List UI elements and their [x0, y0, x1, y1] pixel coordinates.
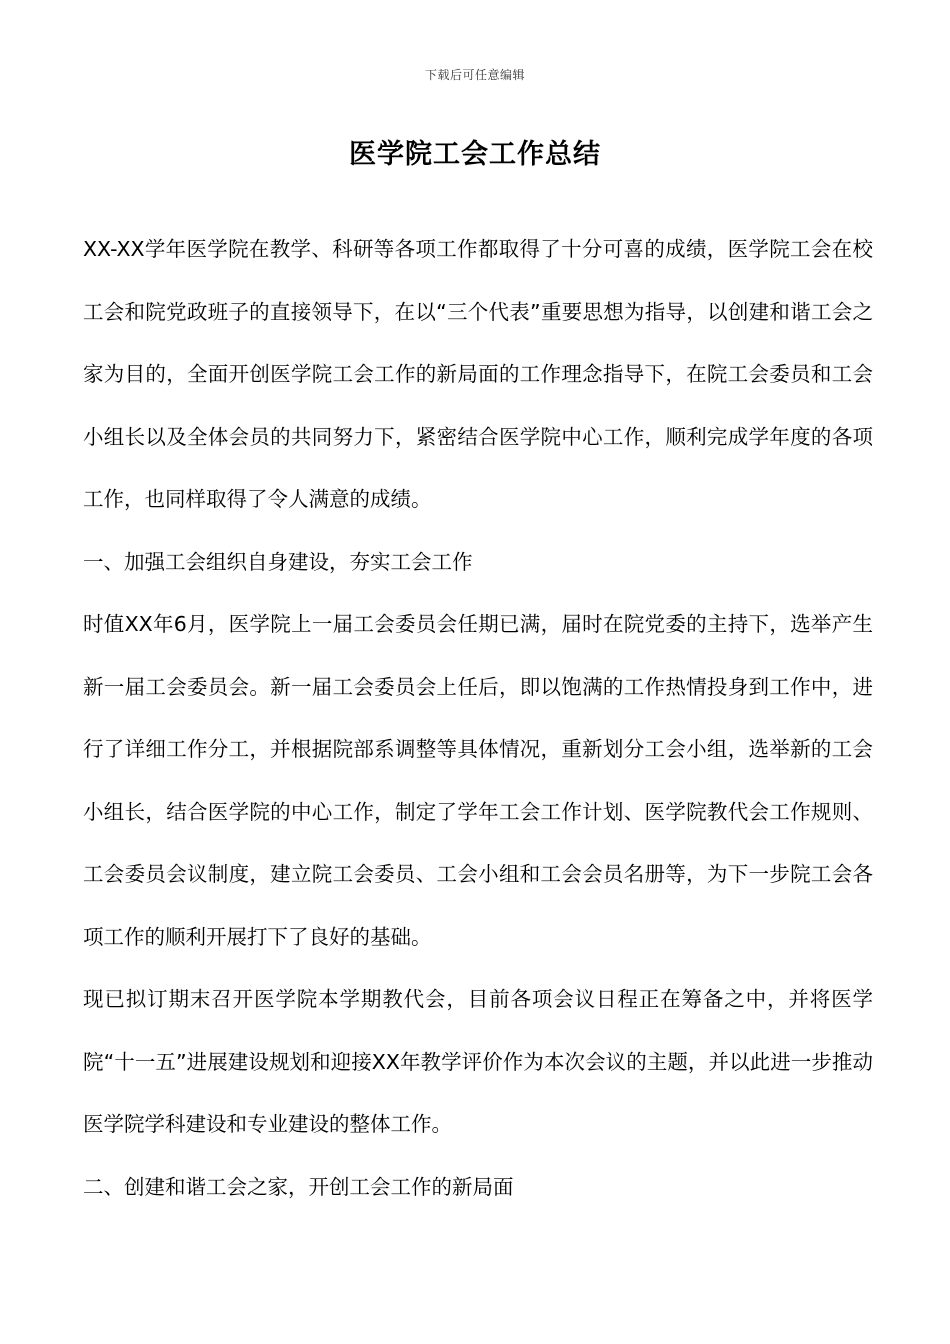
paragraph-section-1-continued: 现已拟订期末召开医学院本学期教代会，目前各项会议日程正在筹备之中，并将医学院“十一五”进展建设规划和迎接XX年教学评价作为本次会议的主题，并以此进一步推动医学院学科建设和专业建设的整体工作。 — [83, 987, 873, 1136]
section-heading-2: 二、创建和谐工会之家，开创工会工作的新局面 — [83, 1174, 514, 1199]
paragraph-section-1: 时值XX年6月，医学院上一届工会委员会任期已满，届时在院党委的主持下，选举产生新一届工会委员会。新一届工会委员会上任后，即以饱满的工作热情投身到工作中，进行了详细工作分工，并根据院部系调整等具体情况，重新划分工会小组，选举新的工会小组长，结合医学院的中心工作，制定了学年工会工作计划、医学院教代会工作规则、工会委员会议制度，建立院工会委员、工会小组和工会会员名册等，为下一步院工会各项工作的顺利开展打下了良好的基础。 — [83, 612, 873, 949]
document-title: 医学院工会工作总结 — [349, 139, 601, 170]
paragraph-intro: XX-XX学年医学院在教学、科研等各项工作都取得了十分可喜的成绩，医学院工会在校工会和院党政班子的直接领导下，在以“三个代表”重要思想为指导，以创建和谐工会之家为目的，全面开创医学院工会工作的新局面的工作理念指导下，在院工会委员和工会小组长以及全体会员的共同努力下，紧密结合医学院中心工作，顺利完成学年度的各项工作，也同样取得了令人满意的成绩。 — [83, 237, 873, 511]
section-heading-1: 一、加强工会组织自身建设，夯实工会工作 — [83, 549, 473, 574]
header-note: 下载后可任意编辑 — [424, 68, 525, 82]
document-body — [83, 218, 873, 1218]
